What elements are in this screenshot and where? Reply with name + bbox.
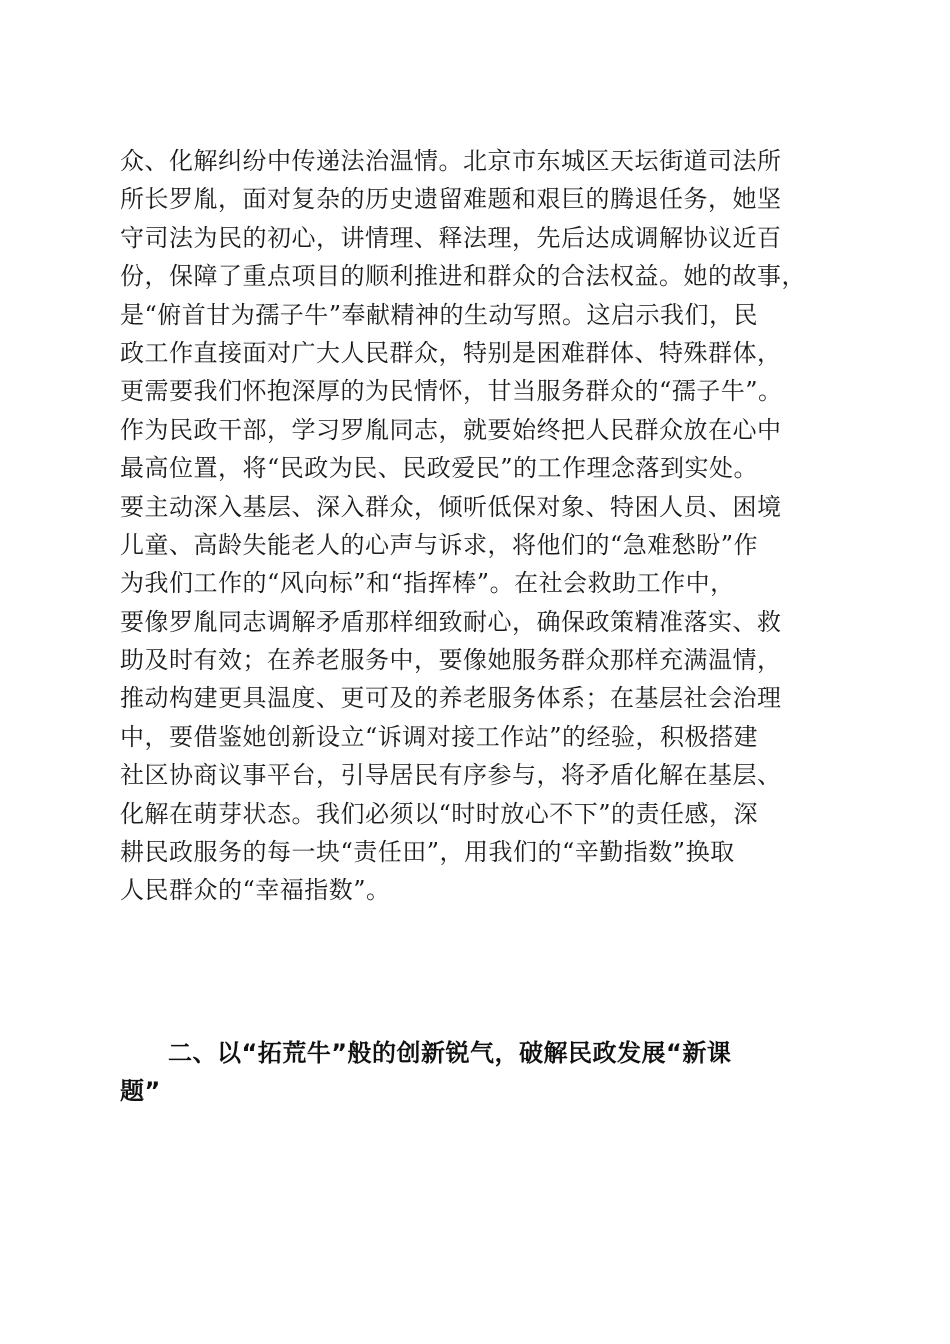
paragraph-line: 守司法为民的初心，讲情理、释法理，先后达成调解协议近百	[120, 223, 782, 252]
paragraph-line: 为我们工作的“风向标”和“指挥棒”。在社会救助工作中，	[120, 569, 735, 598]
paragraph-line: 更需要我们怀抱深厚的为民情怀，甘当服务群众的“孺子牛”。	[120, 377, 783, 406]
paragraph-line: 所长罗胤，面对复杂的历史遗留难题和艰巨的腾退任务，她坚	[120, 185, 782, 214]
paragraph-line: 推动构建更具温度、更可及的养老服务体系；在基层社会治理	[120, 684, 782, 713]
paragraph-line: 最高位置，将“民政为民、民政爱民”的工作理念落到实处。	[120, 454, 759, 483]
section-heading-line: 题”	[120, 1077, 161, 1105]
paragraph-line: 社区协商议事平台，引导居民有序参与，将矛盾化解在基层、	[120, 761, 782, 790]
paragraph-line: 人民群众的“幸福指数”。	[120, 876, 391, 905]
paragraph-line: 化解在萌芽状态。我们必须以“时时放心不下”的责任感，深	[120, 799, 759, 828]
section-heading	[120, 1034, 832, 1110]
paragraph-line: 助及时有效；在养老服务中，要像她服务群众那样充满温情，	[120, 646, 782, 675]
paragraph-line: 众、化解纠纷中传递法治温情。北京市东城区天坛街道司法所	[120, 147, 782, 175]
paragraph-line: 份，保障了重点项目的顺利推进和群众的合法权益。她的故事，	[120, 262, 806, 291]
paragraph-line: 是“俯首甘为孺子牛”奉献精神的生动写照。这启示我们，民	[120, 300, 759, 329]
paragraph-line: 中，要借鉴她创新设立“诉调对接工作站”的经验，积极搭建	[120, 722, 759, 751]
paragraph-line: 作为民政干部，学习罗胤同志，就要始终把人民群众放在心中	[120, 415, 782, 444]
section-heading-line: 二、以“拓荒牛”般的创新锐气，破解民政发展“新课	[168, 1039, 732, 1067]
paragraph-line: 要主动深入基层、深入群众，倾听低保对象、特困人员、困境	[120, 492, 782, 521]
paragraph-line: 要像罗胤同志调解矛盾那样细致耐心，确保政策精准落实、救	[120, 607, 782, 636]
paragraph-line: 政工作直接面对广大人民群众，特别是困难群体、特殊群体，	[120, 338, 782, 367]
paragraph-line: 儿童、高龄失能老人的心声与诉求，将他们的“急难愁盼”作	[120, 530, 759, 559]
paragraph-line: 耕民政服务的每一块“责任田”，用我们的“辛勤指数”换取	[120, 838, 735, 867]
body-paragraph	[120, 142, 832, 910]
